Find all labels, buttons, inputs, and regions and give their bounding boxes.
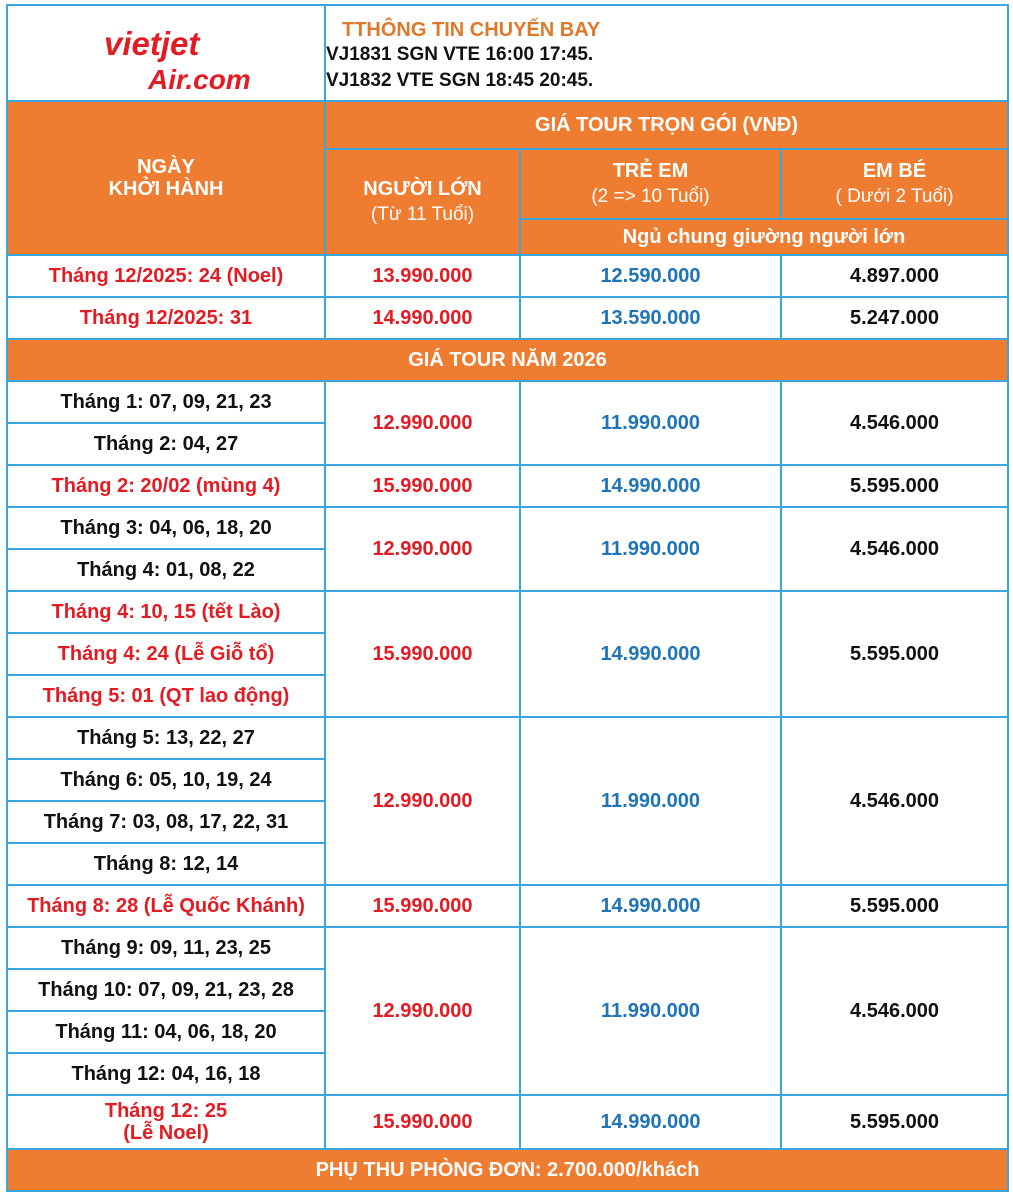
departure-date: Tháng 6: 05, 10, 19, 24	[7, 759, 325, 801]
departure-date: Tháng 10: 07, 09, 21, 23, 28	[7, 969, 325, 1011]
table-row	[7, 297, 1008, 339]
departure-date-line: (Lễ Noel)	[123, 1122, 209, 1144]
header-infant-label: EM BÉ	[862, 160, 927, 182]
departure-date	[7, 1095, 325, 1149]
header-date-line1: NGÀY	[137, 156, 195, 178]
table-row	[7, 927, 1008, 969]
departure-date: Tháng 12: 04, 16, 18	[7, 1053, 325, 1095]
departure-date: Tháng 4: 10, 15 (tết Lào)	[7, 591, 325, 633]
header-child-sub: (2 => 10 Tuổi)	[591, 186, 710, 207]
infant-price: 5.595.000	[781, 885, 1008, 927]
section-title-2026: GIÁ TOUR NĂM 2026	[7, 339, 1008, 381]
child-price: 12.590.000	[520, 255, 781, 297]
table-row	[7, 717, 1008, 759]
infant-price: 5.595.000	[781, 1095, 1008, 1149]
single-room-surcharge: PHỤ THU PHÒNG ĐƠN: 2.700.000/khách	[7, 1149, 1008, 1191]
header-child-label: TRẺ EM	[612, 160, 689, 182]
svg-text:vietjet: vietjet	[104, 25, 200, 62]
adult-price: 12.990.000	[325, 381, 520, 465]
vietjet-logo	[100, 25, 270, 95]
svg-text:Air.com: Air.com	[148, 64, 251, 95]
header-adult	[325, 149, 520, 255]
header-infant	[781, 149, 1008, 219]
child-price: 11.990.000	[520, 507, 781, 591]
child-price: 14.990.000	[520, 885, 781, 927]
departure-date: Tháng 12/2025: 24 (Noel)	[7, 255, 325, 297]
child-price: 11.990.000	[520, 927, 781, 1095]
adult-price: 15.990.000	[325, 591, 520, 717]
header-date-line2: KHỞI HÀNH	[108, 178, 224, 200]
infant-price: 4.546.000	[781, 927, 1008, 1095]
adult-price: 12.990.000	[325, 717, 520, 885]
departure-date: Tháng 9: 09, 11, 23, 25	[7, 927, 325, 969]
departure-date: Tháng 5: 13, 22, 27	[7, 717, 325, 759]
departure-date: Tháng 1: 07, 09, 21, 23	[7, 381, 325, 423]
departure-date: Tháng 4: 01, 08, 22	[7, 549, 325, 591]
child-price: 11.990.000	[520, 381, 781, 465]
infant-price: 5.595.000	[781, 591, 1008, 717]
table-row	[7, 1095, 1008, 1149]
adult-price: 14.990.000	[325, 297, 520, 339]
table-row	[7, 255, 1008, 297]
infant-price: 4.546.000	[781, 381, 1008, 465]
header-child	[520, 149, 781, 219]
child-price: 14.990.000	[520, 591, 781, 717]
child-price: 14.990.000	[520, 465, 781, 507]
adult-price: 13.990.000	[325, 255, 520, 297]
departure-date: Tháng 4: 24 (Lễ Giỗ tổ)	[7, 633, 325, 675]
flight-info-title: TTHÔNG TIN CHUYẾN BAY	[342, 19, 601, 41]
flight-return: VJ1832 VTE SGN 18:45 20:45.	[326, 70, 594, 91]
departure-date: Tháng 7: 03, 08, 17, 22, 31	[7, 801, 325, 843]
info-row	[7, 5, 1008, 101]
adult-price: 15.990.000	[325, 465, 520, 507]
header-adult-sub: (Từ 11 Tuổi)	[370, 204, 475, 225]
adult-price: 12.990.000	[325, 927, 520, 1095]
table-row	[7, 465, 1008, 507]
departure-date: Tháng 8: 12, 14	[7, 843, 325, 885]
table-row	[7, 507, 1008, 549]
child-price: 11.990.000	[520, 717, 781, 885]
flight-outbound: VJ1831 SGN VTE 16:00 17:45.	[326, 44, 594, 65]
departure-date: Tháng 3: 04, 06, 18, 20	[7, 507, 325, 549]
logo-cell	[7, 5, 325, 101]
table-row	[7, 885, 1008, 927]
departure-date: Tháng 12/2025: 31	[7, 297, 325, 339]
header-price-group: GIÁ TOUR TRỌN GÓI (VNĐ)	[325, 101, 1008, 149]
infant-price: 4.897.000	[781, 255, 1008, 297]
flight-info	[325, 5, 1008, 101]
adult-price: 12.990.000	[325, 507, 520, 591]
infant-price: 4.546.000	[781, 717, 1008, 885]
infant-price: 5.595.000	[781, 465, 1008, 507]
adult-price: 15.990.000	[325, 885, 520, 927]
child-price: 13.590.000	[520, 297, 781, 339]
child-price: 14.990.000	[520, 1095, 781, 1149]
table-row	[7, 591, 1008, 633]
departure-date: Tháng 8: 28 (Lễ Quốc Khánh)	[7, 885, 325, 927]
infant-price: 5.247.000	[781, 297, 1008, 339]
departure-date-line: Tháng 12: 25	[104, 1100, 228, 1122]
infant-price: 4.546.000	[781, 507, 1008, 591]
departure-date: Tháng 5: 01 (QT lao động)	[7, 675, 325, 717]
header-infant-sub: ( Dưới 2 Tuổi)	[835, 186, 954, 207]
header-adult-label: NGƯỜI LỚN	[363, 178, 482, 200]
adult-price: 15.990.000	[325, 1095, 520, 1149]
footer-row	[7, 1149, 1008, 1191]
departure-date: Tháng 11: 04, 06, 18, 20	[7, 1011, 325, 1053]
price-table	[6, 4, 1009, 1192]
header-shared-bed: Ngủ chung giường người lớn	[520, 219, 1008, 255]
departure-date: Tháng 2: 20/02 (mùng 4)	[7, 465, 325, 507]
table-row	[7, 381, 1008, 423]
departure-date: Tháng 2: 04, 27	[7, 423, 325, 465]
header-departure-date	[7, 101, 325, 255]
section-row	[7, 339, 1008, 381]
